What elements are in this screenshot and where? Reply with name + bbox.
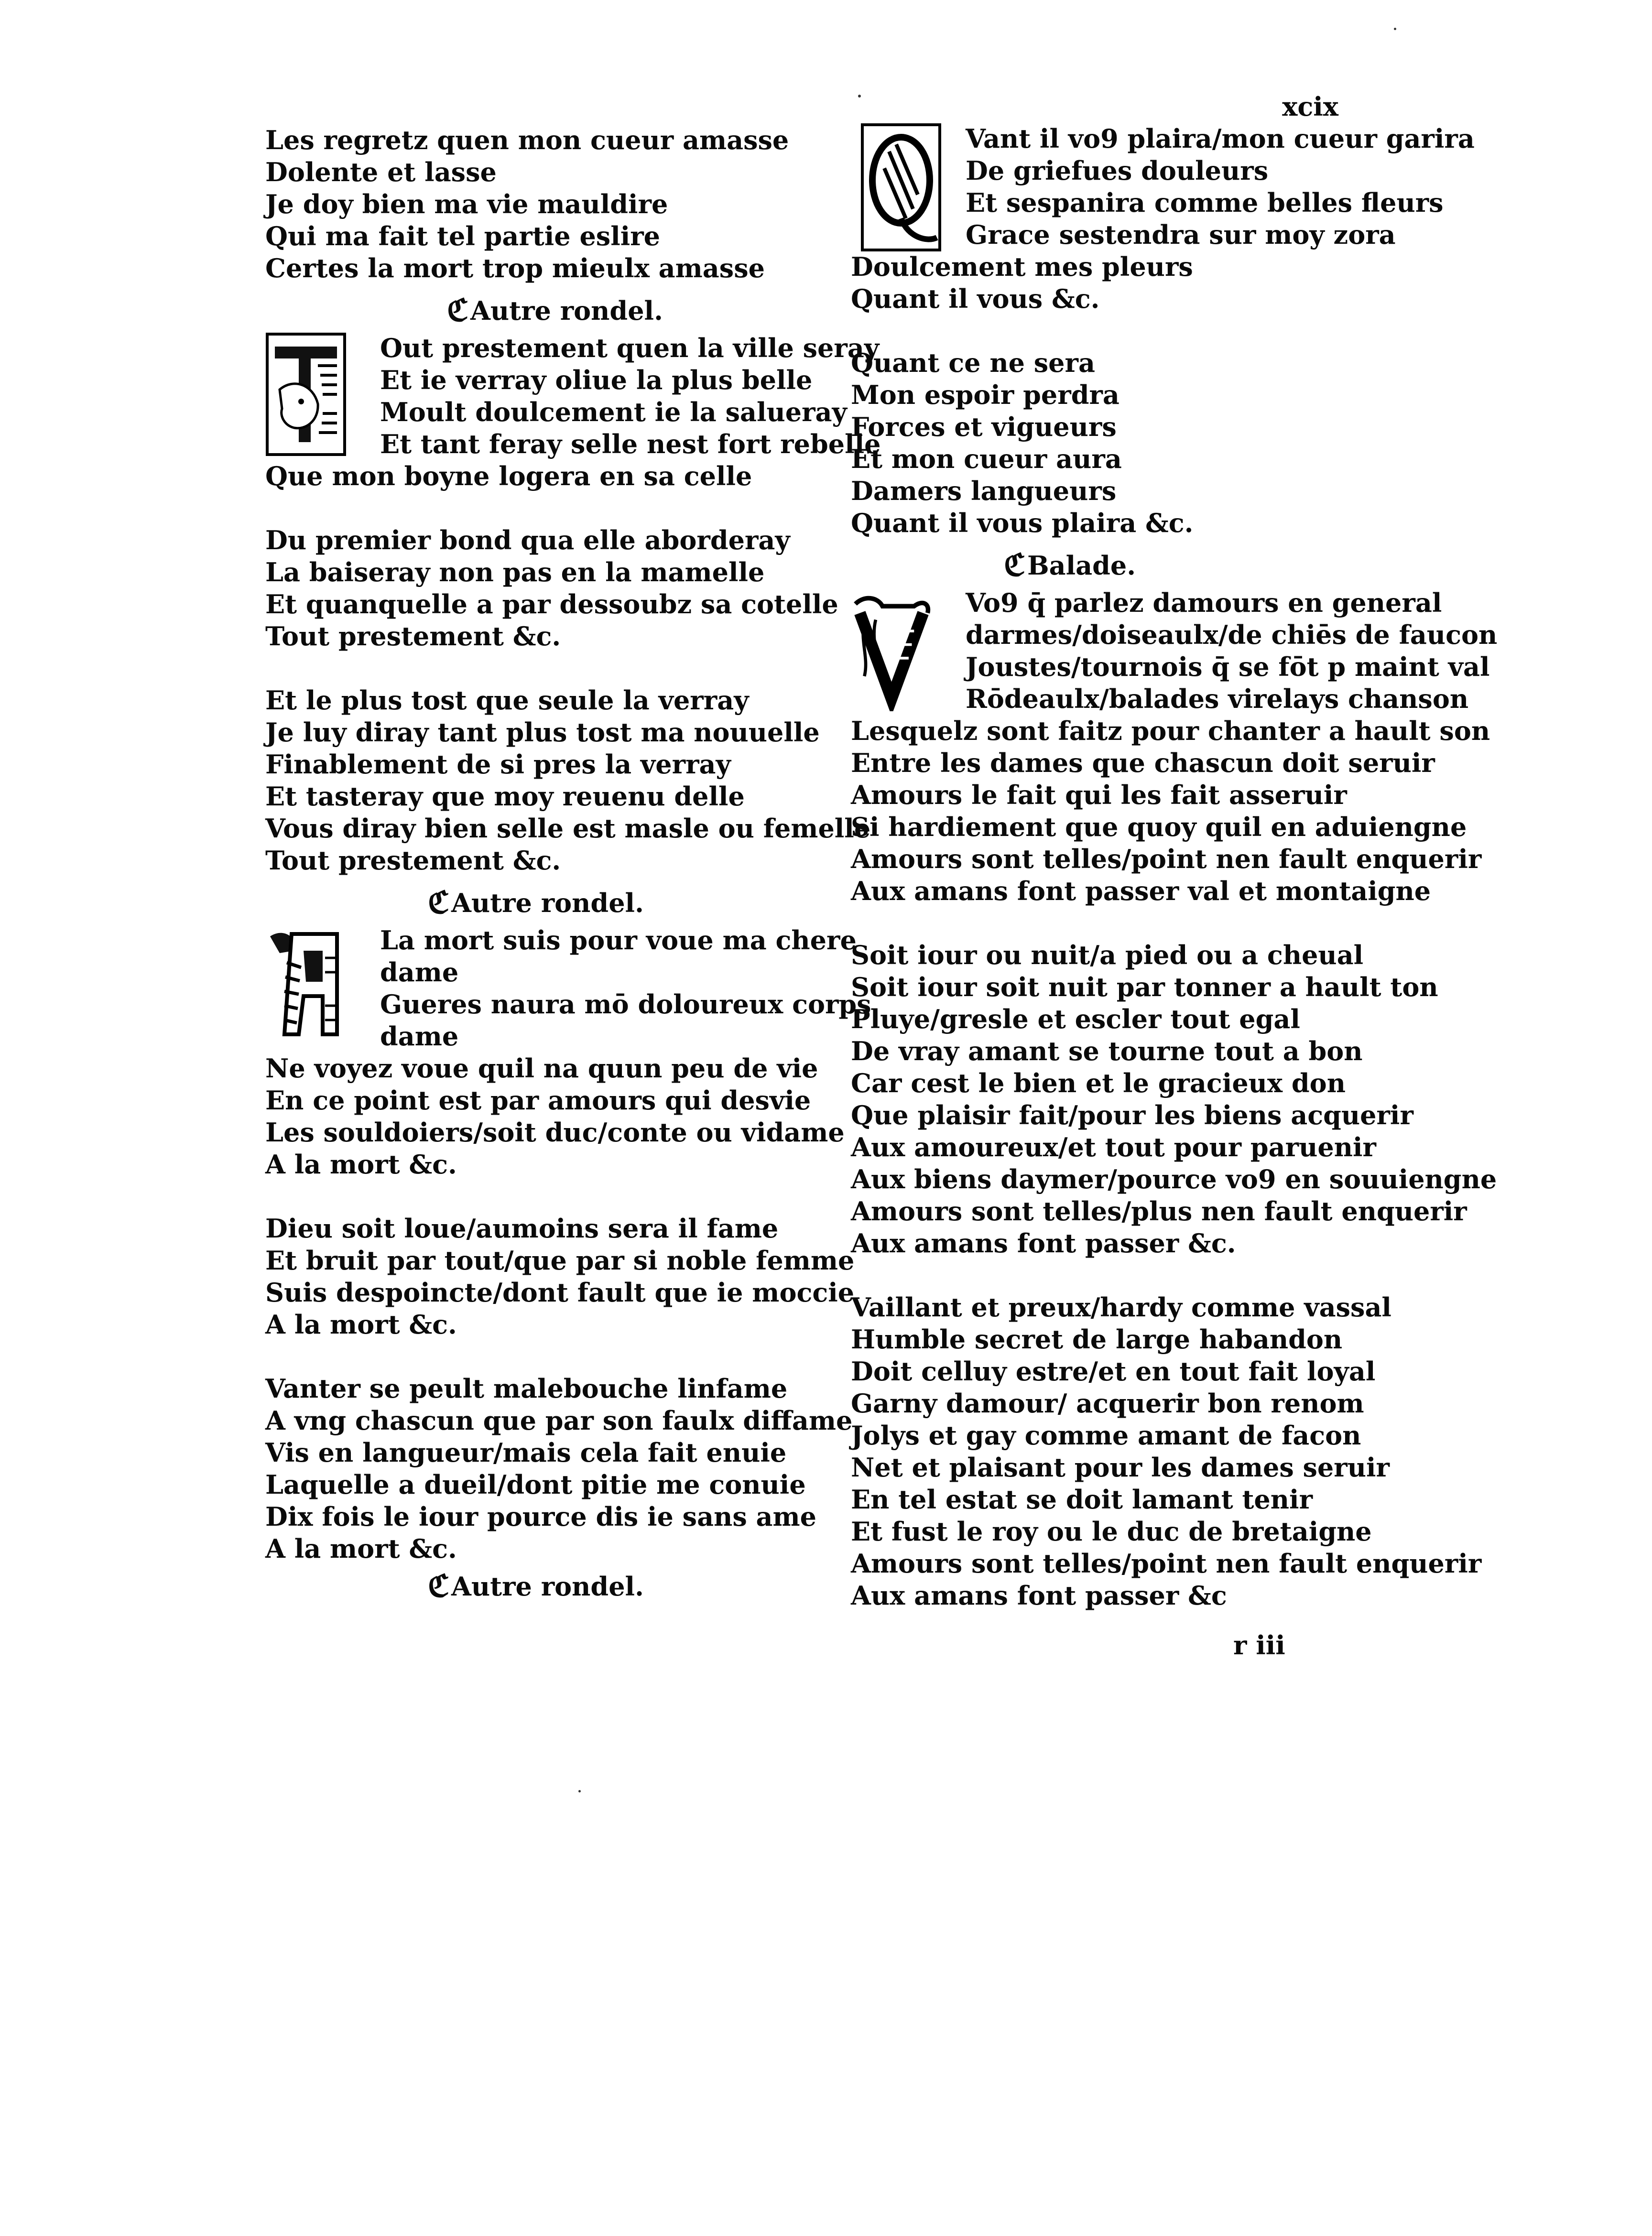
verse-line: darmes/doiseaulx/de chiēs de faucon: [966, 619, 1498, 650]
verse-line: Suis despoincte/dont fault que ie moccie: [265, 1277, 855, 1308]
verse-line: Les souldoiers/soit duc/conte ou vidame: [265, 1117, 845, 1148]
verse-line: Et le plus tost que seule la verray: [265, 685, 749, 716]
verse-line: Pluye/gresle et escler tout egal: [851, 1004, 1300, 1034]
verse-line: A la mort &c.: [265, 1533, 457, 1564]
rondel-stanza: [265, 924, 871, 1181]
verse-line: Garny damour/ acquerir bon renom: [851, 1388, 1364, 1419]
verse-line: Que plaisir fait/pour les biens acquerir: [851, 1100, 1413, 1130]
verse-line: La mort suis pour voue ma chere: [380, 925, 857, 955]
section-heading: ℭBalade.: [851, 539, 1434, 587]
verse-line: Si hardiement que quoy quil en aduiengne: [851, 812, 1467, 842]
verse-line: Aux amans font passer &c: [851, 1580, 1227, 1611]
section-heading: ℭAutre rondel.: [265, 284, 829, 332]
verse-line: Doulcement mes pleurs: [851, 251, 1193, 282]
verse-line: Quant ce ne sera: [851, 347, 1095, 378]
verse-line: A vng chascun que par son faulx diffame: [265, 1405, 853, 1436]
verse-line: Amours sont telles/point nen fault enquerir: [851, 1548, 1482, 1579]
verse-line: Et tant feray selle nest fort rebelle: [380, 429, 881, 459]
verse-line: Entre les dames que chascun doit seruir: [851, 748, 1435, 778]
verse-line: Aux amoureux/et tout pour paruenir: [851, 1132, 1376, 1162]
section-heading: ℭAutre rondel.: [265, 877, 829, 924]
verse-line: Grace sestendra sur moy zora: [966, 219, 1396, 250]
verse-line: Vo9 q̄ parlez damours en general: [966, 587, 1442, 618]
right-column: [851, 91, 1498, 1612]
verse-line: Vanter se peult malebouche linfame: [265, 1373, 788, 1404]
verse-line: A la mort &c.: [265, 1309, 457, 1340]
verse-line: Du premier bond qua elle aborderay: [265, 525, 790, 555]
verse-line: Que mon boyne logera en sa celle: [265, 461, 752, 491]
woodcut-initial-q-icon: [860, 123, 942, 252]
rondel-stanza: [851, 347, 1434, 539]
verse-line: Mon espoir perdra: [851, 380, 1119, 410]
verse-line: Car cest le bien et le gracieux don: [851, 1068, 1346, 1098]
verse-line: Je doy bien ma vie mauldire: [265, 189, 668, 219]
verse-line: De vray amant se tourne tout a bon: [851, 1036, 1363, 1066]
pilcrow-icon: ℭ: [428, 1568, 449, 1604]
verse-line: Jolys et gay comme amant de facon: [851, 1420, 1361, 1451]
pilcrow-icon: ℭ: [428, 884, 449, 921]
verse-line: Et tasteray que moy reuenu delle: [265, 781, 745, 812]
verse-line: Moult doulcement ie la salueray: [380, 397, 847, 427]
verse-line: Tout prestement &c.: [265, 621, 561, 651]
verse-line: Amours sont telles/point nen fault enquerir: [851, 844, 1482, 874]
balade-stanza: [851, 1292, 1482, 1612]
verse-line: Aux amans font passer &c.: [851, 1228, 1236, 1259]
verse-line: Aux biens daymer/pource vo9 en souuiengne: [851, 1164, 1497, 1194]
verse-line: Et mon cueur aura: [851, 444, 1122, 474]
verse-line: Soit iour soit nuit par tonner a hault ton: [851, 972, 1438, 1002]
verse-line: Et fust le roy ou le duc de bretaigne: [851, 1516, 1372, 1547]
verse-line: Finablement de si pres la verray: [265, 749, 731, 780]
verse-line: Amours sont telles/plus nen fault enquerir: [851, 1196, 1467, 1227]
signature-mark: r iii: [1233, 1630, 1285, 1661]
left-column: [265, 124, 881, 1604]
verse-line: Vis en langueur/mais cela fait enuie: [265, 1437, 787, 1468]
verse-line: Gueres naura mō doloureux corps: [380, 989, 871, 1020]
verse-line: De griefues douleurs: [966, 155, 1269, 186]
verse-line: Doit celluy estre/et en tout fait loyal: [851, 1356, 1376, 1387]
verse-line: Out prestement quen la ville seray: [380, 333, 880, 363]
verse-line: La baiseray non pas en la mamelle: [265, 557, 765, 587]
verse-line: Humble secret de large habandon: [851, 1324, 1343, 1355]
verse-line: En ce point est par amours qui desvie: [265, 1085, 811, 1116]
rondel-stanza: [265, 124, 829, 284]
verse-line: Vant il vo9 plaira/mon cueur garira: [966, 123, 1475, 154]
verse-line: Et bruit par tout/que par si noble femme: [265, 1245, 855, 1276]
rondel-stanza: [265, 1373, 853, 1565]
verse-line: Amours le fait qui les fait asseruir: [851, 780, 1347, 810]
verse-line: Quant il vous plaira &c.: [851, 508, 1194, 538]
woodcut-initial-a-icon: [265, 924, 347, 1044]
rondel-stanza: [265, 684, 871, 877]
pilcrow-icon: ℭ: [1004, 547, 1025, 583]
verse-line: Laquelle a dueil/dont pitie me conuie: [265, 1469, 806, 1500]
verse-line: Dix fois le iour pource dis ie sans ame: [265, 1501, 817, 1532]
verse-line: Et ie verray oliue la plus belle: [380, 365, 813, 395]
woodcut-initial-v-icon: [851, 587, 932, 711]
section-heading: ℭAutre rondel.: [265, 1565, 829, 1603]
verse-line: Dieu soit loue/aumoins sera il fame: [265, 1213, 779, 1244]
verse-line: Aux amans font passer val et montaigne: [851, 876, 1431, 906]
pilcrow-icon: ℭ: [447, 292, 468, 328]
verse-line: Joustes/tournois q̄ se fōt p maint val: [966, 651, 1490, 682]
verse-line: Je luy diray tant plus tost ma nouuelle: [265, 717, 820, 748]
scan-speck: [1394, 28, 1396, 30]
verse-line: Et sespanira comme belles fleurs: [966, 187, 1444, 218]
verse-line: Et quanquelle a par dessoubz sa cotelle: [265, 589, 838, 619]
verse-line: Damers langueurs: [851, 476, 1117, 506]
verse-line: Net et plaisant pour les dames seruir: [851, 1452, 1390, 1483]
verse-line: Ne voyez voue quil na quun peu de vie: [265, 1053, 818, 1084]
verse-line: Rōdeaulx/balades virelays chanson: [966, 684, 1469, 714]
rondel-stanza: [265, 332, 881, 492]
verse-line: Lesquelz sont faitz pour chanter a hault son: [851, 716, 1490, 746]
verse-line: Soit iour ou nuit/a pied ou a cheual: [851, 940, 1364, 970]
rondel-stanza: [265, 1213, 855, 1341]
verse-line: Vous diray bien selle est masle ou femelle: [265, 813, 871, 844]
verse-line: Certes la mort trop mieulx amasse: [265, 253, 765, 283]
verse-line: A la mort &c.: [265, 1149, 457, 1180]
verse-line: Dolente et lasse: [265, 157, 497, 187]
balade-stanza: [851, 587, 1498, 907]
balade-stanza: [851, 939, 1497, 1259]
verse-line: dame: [380, 957, 459, 988]
verse-line: Quant il vous &c.: [851, 283, 1100, 314]
verse-line: Qui ma fait tel partie eslire: [265, 221, 661, 251]
verse-line: Forces et vigueurs: [851, 412, 1117, 442]
woodcut-initial-t-icon: [265, 332, 347, 456]
verse-line: Vaillant et preux/hardy comme vassal: [851, 1292, 1391, 1323]
verse-line: dame: [380, 1021, 459, 1052]
verse-line: En tel estat se doit lamant tenir: [851, 1484, 1313, 1515]
scan-speck: [578, 1790, 581, 1792]
rondel-stanza: [851, 123, 1475, 315]
folio-number: xcix: [1282, 91, 1338, 122]
verse-line: Tout prestement &c.: [265, 845, 561, 876]
verse-line: Les regretz quen mon cueur amasse: [265, 125, 789, 155]
rondel-stanza: [265, 524, 838, 652]
